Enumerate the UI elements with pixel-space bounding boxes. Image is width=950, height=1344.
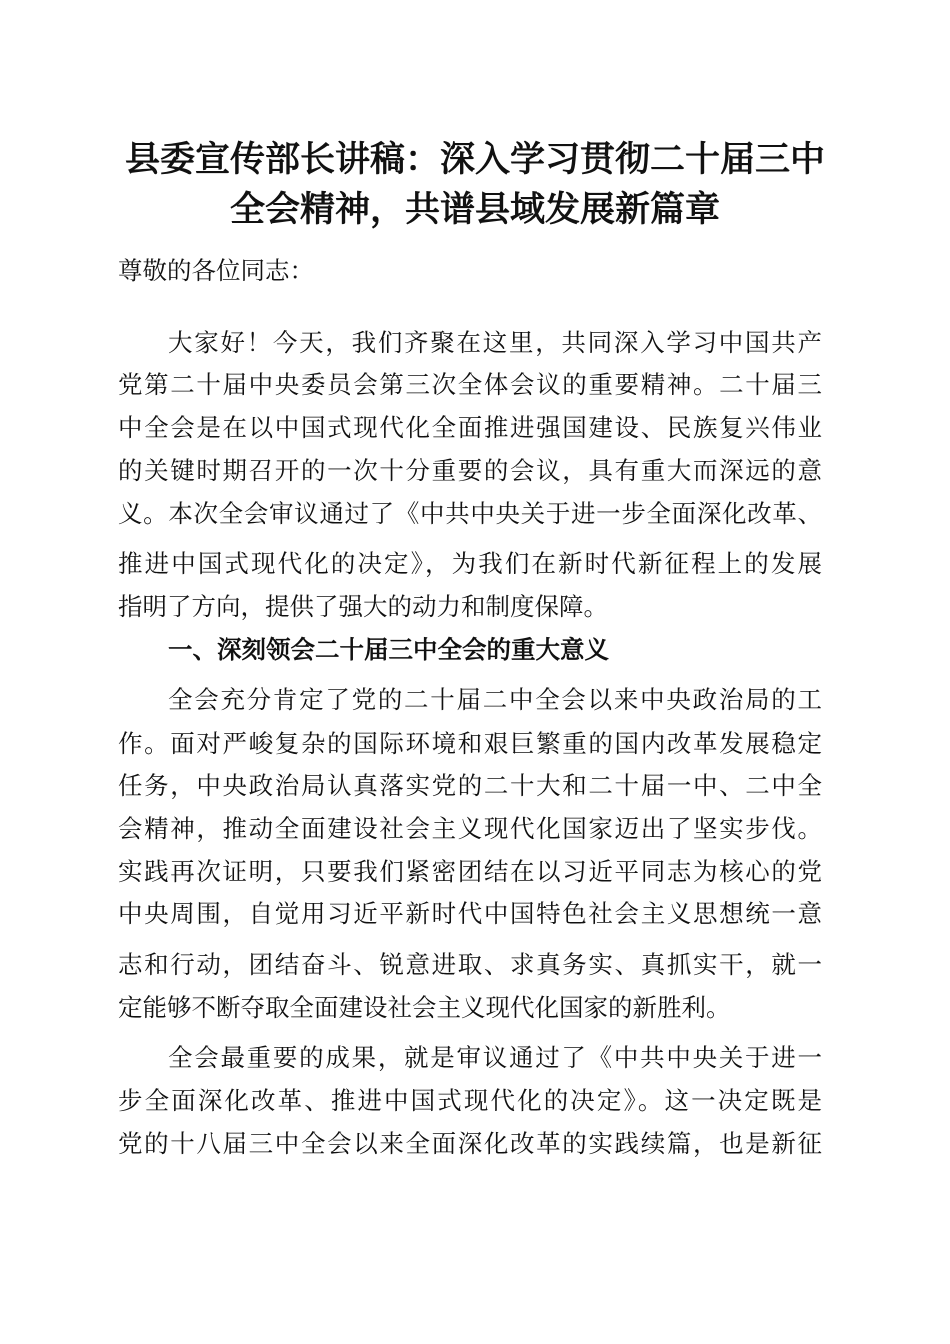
paragraph-line: 任务，中央政治局认真落实党的二十大和二十届一中、二中全 <box>118 771 822 800</box>
paragraph-line: 党的十八届三中全会以来全面深化改革的实践续篇，也是新征 <box>118 1129 822 1158</box>
salutation: 尊敬的各位同志： <box>118 256 314 285</box>
paragraph-line: 推进中国式现代化的决定》，为我们在新时代新征程上的发展 <box>118 549 822 578</box>
document-title-line-1: 县委宣传部长讲稿：深入学习贯彻二十届三中 <box>124 140 825 180</box>
paragraph-line: 步全面深化改革、推进中国式现代化的决定》。这一决定既是 <box>118 1086 822 1115</box>
paragraph-line: 会精神，推动全面建设社会主义现代化国家迈出了坚实步伐。 <box>118 814 822 843</box>
paragraph-line: 的关键时期召开的一次十分重要的会议，具有重大而深远的意 <box>118 456 822 485</box>
paragraph-line: 义。本次全会审议通过了《中共中央关于进一步全面深化改革、 <box>118 499 822 528</box>
paragraph-line: 作。面对严峻复杂的国际环境和艰巨繁重的国内改革发展稳定 <box>118 729 822 758</box>
section-heading: 一、深刻领会二十届三中全会的重大意义 <box>168 635 609 664</box>
paragraph-line: 定能够不断夺取全面建设社会主义现代化国家的新胜利。 <box>118 993 731 1022</box>
paragraph-line: 指明了方向，提供了强大的动力和制度保障。 <box>118 592 608 621</box>
paragraph-line: 党第二十届中央委员会第三次全体会议的重要精神。二十届三 <box>118 370 822 399</box>
paragraph-line: 全会最重要的成果，就是审议通过了《中共中央关于进一 <box>168 1043 822 1072</box>
paragraph-line: 实践再次证明，只要我们紧密团结在以习近平同志为核心的党 <box>118 857 822 886</box>
paragraph-line: 中央周围，自觉用习近平新时代中国特色社会主义思想统一意 <box>118 899 822 928</box>
paragraph-line: 中全会是在以中国式现代化全面推进强国建设、民族复兴伟业 <box>118 413 822 442</box>
paragraph-line: 志和行动，团结奋斗、锐意进取、求真务实、真抓实干，就一 <box>118 950 822 979</box>
document-title-line-2: 全会精神，共谱县域发展新篇章 <box>229 190 720 230</box>
paragraph-line: 大家好！今天，我们齐聚在这里，共同深入学习中国共产 <box>168 328 822 357</box>
paragraph-line: 全会充分肯定了党的二十届二中全会以来中央政治局的工 <box>168 685 822 714</box>
